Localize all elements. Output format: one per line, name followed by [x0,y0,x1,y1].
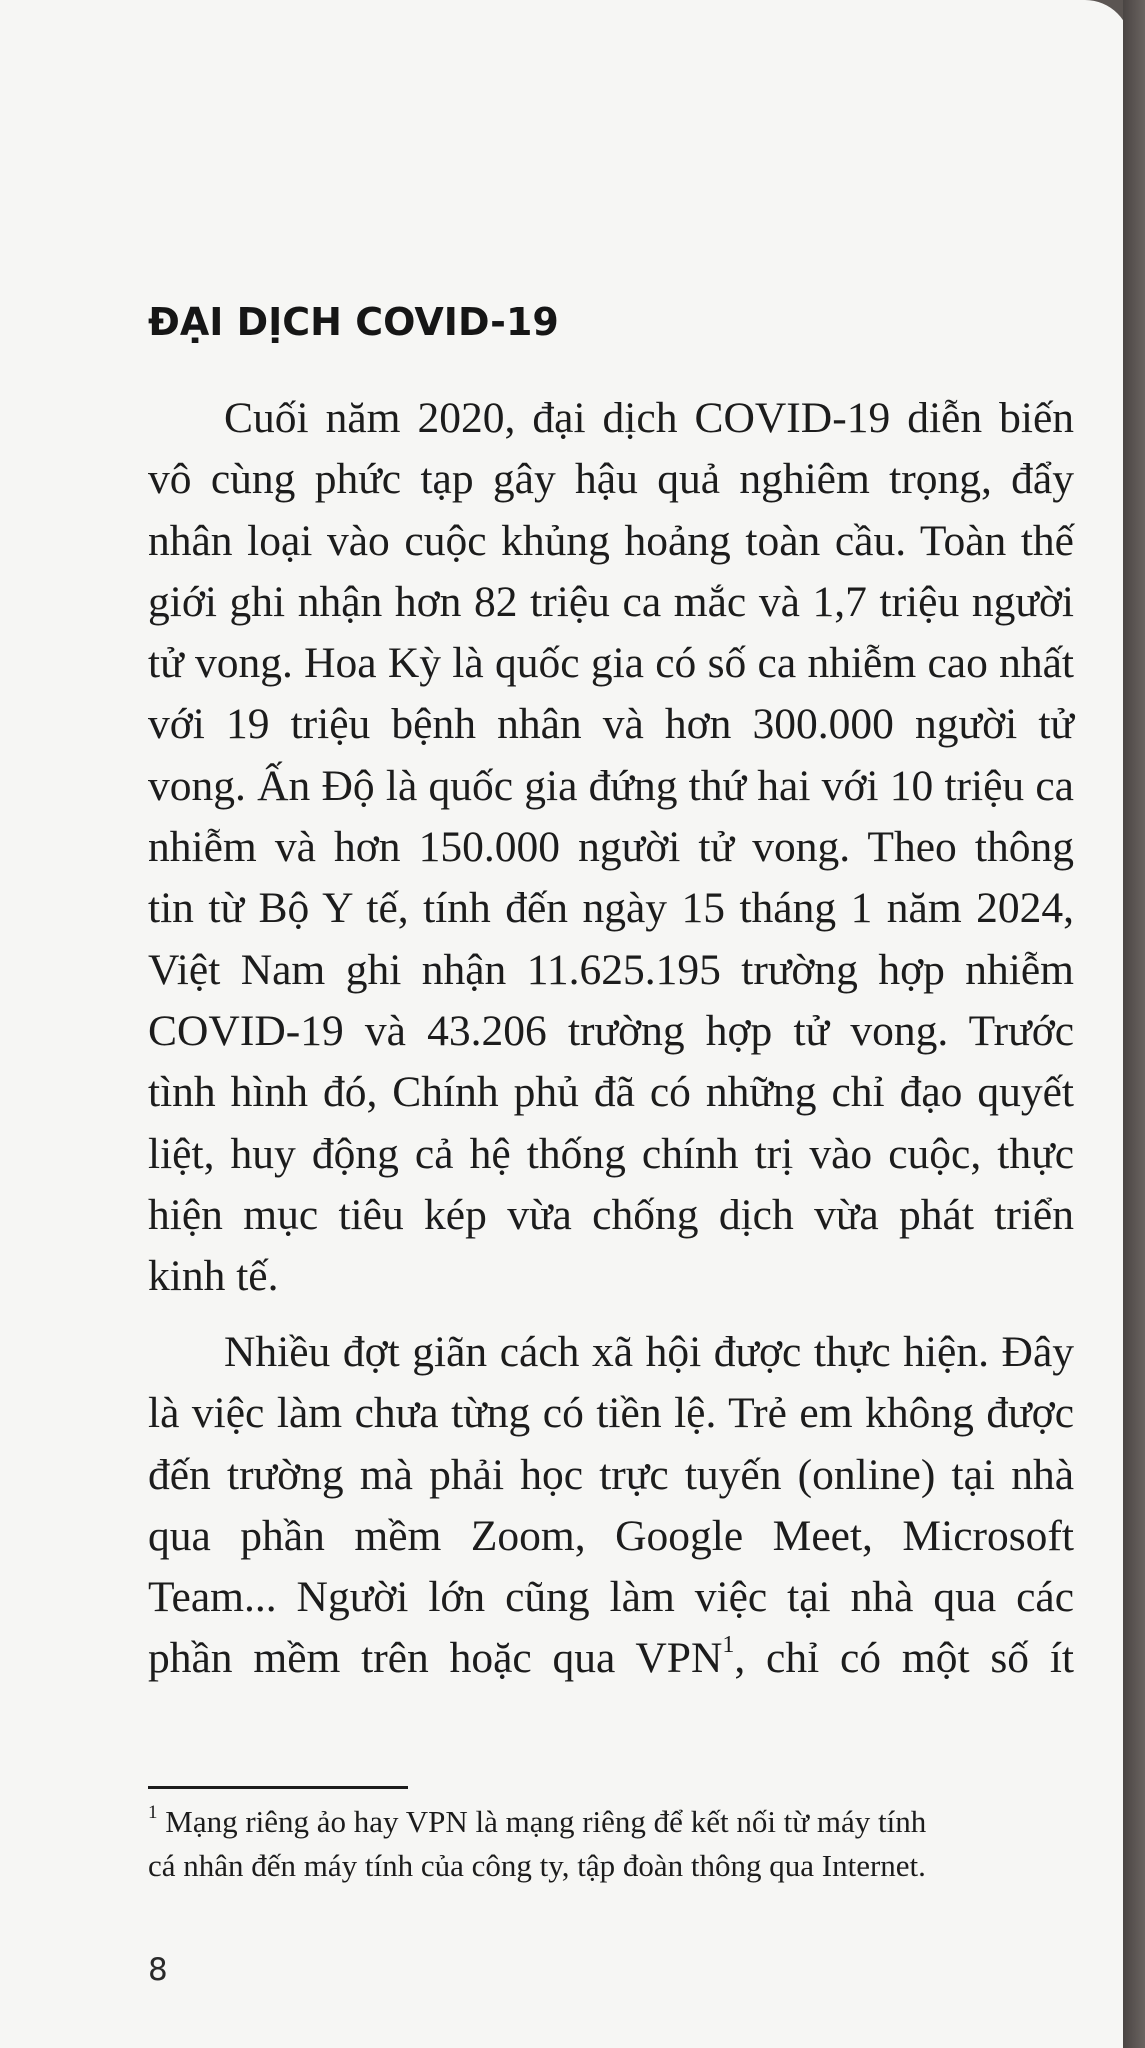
text-line: qua phần mềm Zoom, Google Meet, Microsoft [148,1511,1074,1560]
text-fragment: phần mềm trên hoặc qua VPN [148,1634,723,1683]
text-line: tử vong. Hoa Kỳ là quốc gia có số ca nhiễm cao nhất [148,639,1074,688]
text-line: vong. Ấn Độ là quốc gia đứng thứ hai với 10 triệu ca [148,761,1074,810]
text-line: COVID-19 và 43.206 trường hợp tử vong. Trước [148,1006,1074,1055]
text-line: kinh tế. [148,1252,279,1301]
page-edge-shadow [1123,0,1145,2048]
page-number: 8 [148,1952,168,1988]
paragraph-2 [148,1322,1074,1690]
text-fragment: , chỉ có một số ít [734,1634,1074,1683]
text-line: nhiễm và hơn 150.000 người tử vong. Theo thông [148,823,1074,872]
footnote-reference: 1 [722,1632,735,1659]
text-line: với 19 triệu bệnh nhân và hơn 300.000 người tử [148,700,1074,749]
text-line: tình hình đó, Chính phủ đã có những chỉ đạo quyết [148,1068,1074,1117]
text-line: vô cùng phức tạp gây hậu quả nghiêm trọng, đẩy [148,455,1074,504]
footnote [148,1800,1074,1888]
text-line: hiện mục tiêu kép vừa chống dịch vừa phát triển [148,1190,1074,1239]
text-line: Cuối năm 2020, đại dịch COVID-19 diễn biến [224,394,1074,442]
text-line: Nhiều đợt giãn cách xã hội được thực hiện. Đây [224,1328,1074,1376]
text-line: đến trường mà phải học trực tuyến (online) tại nhà [148,1450,1074,1499]
text-line: giới ghi nhận hơn 82 triệu ca mắc và 1,7 triệu người [148,577,1074,626]
footnote-marker: 1 [148,1802,158,1823]
footnote-text: Mạng riêng ảo hay VPN là mạng riêng để kết nối từ máy tính [157,1804,927,1839]
footnote-divider [148,1786,408,1789]
text-line: nhân loại vào cuộc khủng hoảng toàn cầu. Toàn thế [148,516,1074,565]
text-line: tin từ Bộ Y tế, tính đến ngày 15 tháng 1 năm 2024, [148,884,1074,933]
text-line: liệt, huy động cả hệ thống chính trị vào cuộc, thực [148,1129,1074,1178]
text-line: là việc làm chưa từng có tiền lệ. Trẻ em không được [148,1389,1074,1438]
paragraph-1 [148,388,1074,1307]
footnote-line [148,1800,1074,1844]
footnote-line: cá nhân đến máy tính của công ty, tập đoàn thông qua Internet. [148,1848,926,1883]
text-line-with-footnote-ref [148,1628,1074,1689]
text-line: Team... Người lớn cũng làm việc tại nhà qua các [148,1573,1074,1622]
section-heading: ĐẠI DỊCH COVID-19 [148,300,559,344]
text-line: Việt Nam ghi nhận 11.625.195 trường hợp nhiễm [148,945,1074,994]
